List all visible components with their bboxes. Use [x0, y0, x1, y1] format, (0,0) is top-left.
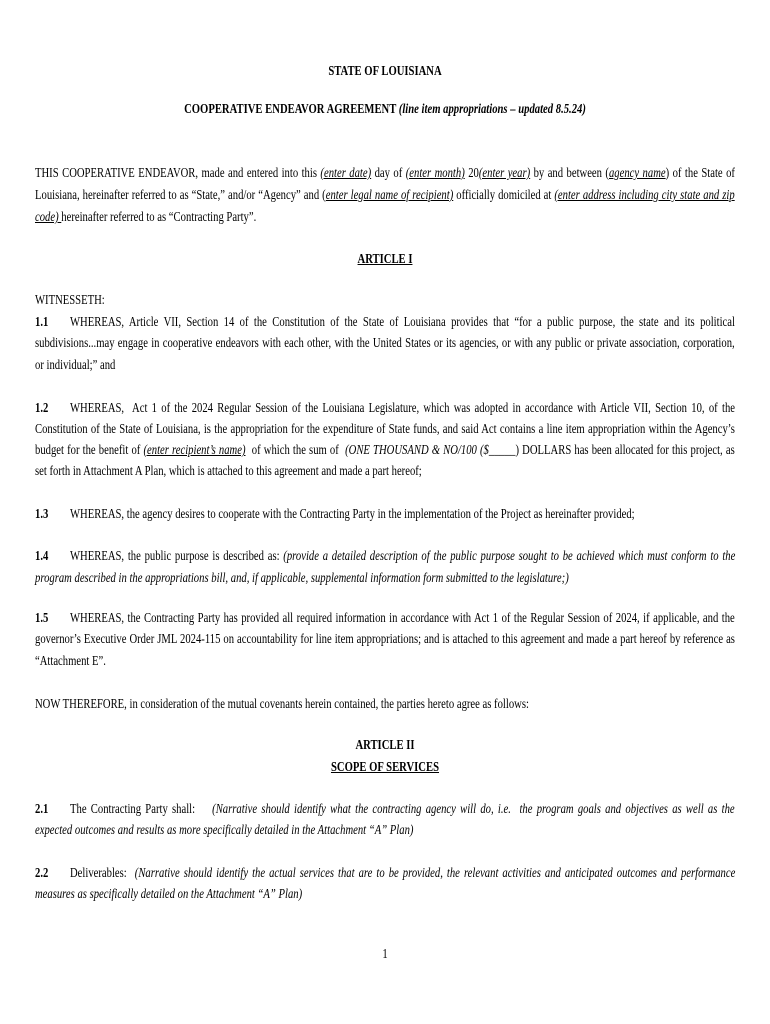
- intro-line-1: [35, 166, 735, 182]
- section-1-2-line-2: Constitution of the State of Louisiana, is the appropriation for the expenditure of State funds, and said Act contains a line item appropriation within the Agency’s: [35, 422, 735, 437]
- section-2-1-line-2: expected outcomes and results as more specifically detailed in the Attachment “A” Plan): [35, 823, 414, 838]
- amount-words-field: (ONE THOUSAND & NO/100 ($: [345, 443, 489, 458]
- intro-text: ) of the State of: [665, 166, 735, 181]
- agency-name-field: agency name: [608, 166, 666, 181]
- agreement-title-note: (line item appropriations – updated 8.5.24): [398, 102, 586, 117]
- recipient-legal-name-field: enter legal name of recipient): [325, 188, 454, 203]
- section-text: Deliverables:: [70, 866, 135, 881]
- intro-text: by and between (: [530, 166, 609, 181]
- section-2-2-line-2: measures as specifically detailed on the Attachment “A” Plan): [35, 887, 303, 902]
- section-text: budget for the benefit of: [35, 443, 144, 458]
- section-1-1-line-2: subdivisions...may engage in cooperative endeavors with each other, with the United States or its agencies, or with any public or private association, corporation,: [35, 336, 735, 351]
- section-number-1-4: 1.4: [35, 549, 49, 564]
- section-1-1-line-1: WHEREAS, Article VII, Section 14 of the Constitution of the State of Louisiana provides that “for a public purpose, the state and its political: [70, 315, 735, 330]
- intro-text: THIS COOPERATIVE ENDEAVOR, made and entered into this: [35, 166, 321, 181]
- section-2-2-line-1: [70, 866, 735, 882]
- section-text: WHEREAS, the public purpose is described as:: [70, 549, 284, 564]
- section-number-1-3: 1.3: [35, 507, 49, 522]
- intro-line-2: [35, 188, 735, 204]
- intro-text: day of: [371, 166, 406, 181]
- enter-month-field: (enter month): [405, 166, 465, 181]
- intro-text: 20: [464, 166, 479, 181]
- narrative-instruction: (Narrative should identify what the contracting agency will do, i.e. the program goals and objectives as well as the: [212, 802, 735, 817]
- recipient-name-field: (enter recipient’s name): [143, 443, 246, 458]
- enter-date-field: (enter date): [320, 166, 372, 181]
- recipient-address-field: (enter address including city state and zip: [554, 188, 735, 203]
- section-1-5-line-1: WHEREAS, the Contracting Party has provided all required information in accordance with Act 1 of the Regular Session of 2024, if applicable, and the: [70, 611, 735, 626]
- section-1-4-line-1: [70, 549, 735, 565]
- intro-line-3: [35, 210, 256, 226]
- section-number-1-5: 1.5: [35, 611, 49, 626]
- agreement-title: [92, 102, 677, 118]
- section-number-2-1: 2.1: [35, 802, 49, 817]
- section-2-1-line-1: [70, 802, 735, 818]
- witnesseth-label: WITNESSETH:: [35, 293, 105, 308]
- section-1-5-line-2: governor’s Executive Order JML 2024-115 on accountability for line item appropriations; and is attached to this agreement and made a part hereof by reference as: [35, 632, 735, 647]
- scope-of-services-heading: SCOPE OF SERVICES: [330, 760, 440, 775]
- intro-text: Louisiana, hereinafter referred to as “State,” and/or “Agency” and (: [35, 188, 326, 203]
- section-text: The Contracting Party shall:: [70, 802, 213, 817]
- intro-text: hereinafter referred to as “Contracting Party”.: [61, 210, 257, 225]
- section-number-2-2: 2.2: [35, 866, 49, 881]
- deliverables-instruction: (Narrative should identify the actual services that are to be provided, the relevant activities and anticipated outcomes and performance: [134, 866, 736, 881]
- section-1-2-line-1: WHEREAS, Act 1 of the 2024 Regular Session of the Louisiana Legislature, which was adopted in accordance with Article VII, Section 10, of the: [70, 401, 735, 416]
- recipient-address-field: code): [35, 210, 62, 225]
- section-1-1-line-3: or individual;” and: [35, 358, 116, 373]
- section-1-3-line-1: WHEREAS, the agency desires to cooperate with the Contracting Party in the implementation of the Project as hereinafter provided;: [70, 507, 635, 522]
- section-1-5-line-3: “Attachment E”.: [35, 654, 106, 669]
- section-1-4-line-2: program described in the appropriations bill, and, if applicable, supplemental information form submitted to the legislature;): [35, 571, 569, 586]
- article-2-heading: ARTICLE II: [355, 738, 415, 753]
- article-1-heading: ARTICLE I: [357, 252, 413, 267]
- section-text: of which the sum of: [245, 443, 346, 458]
- agreement-title-text: COOPERATIVE ENDEAVOR AGREEMENT: [184, 102, 399, 117]
- section-number-1-1: 1.1: [35, 315, 49, 330]
- now-therefore-clause: NOW THEREFORE, in consideration of the mutual covenants herein contained, the parties hereto agree as follows:: [35, 697, 529, 712]
- section-number-1-2: 1.2: [35, 401, 49, 416]
- section-1-2-line-4: set forth in Attachment A Plan, which is attached to this agreement and made a part hereof;: [35, 464, 422, 479]
- section-text: ) DOLLARS has been allocated for this project, as: [515, 443, 735, 458]
- intro-text: officially domiciled at: [453, 188, 555, 203]
- page-number: 1: [382, 947, 388, 962]
- amount-blank-field: _____: [488, 443, 516, 458]
- public-purpose-instruction: (provide a detailed description of the public purpose sought to be achieved which must conform to the: [283, 549, 736, 564]
- state-heading: STATE OF LOUISIANA: [328, 64, 442, 79]
- section-1-2-line-3: [35, 443, 735, 459]
- enter-year-field: (enter year): [478, 166, 531, 181]
